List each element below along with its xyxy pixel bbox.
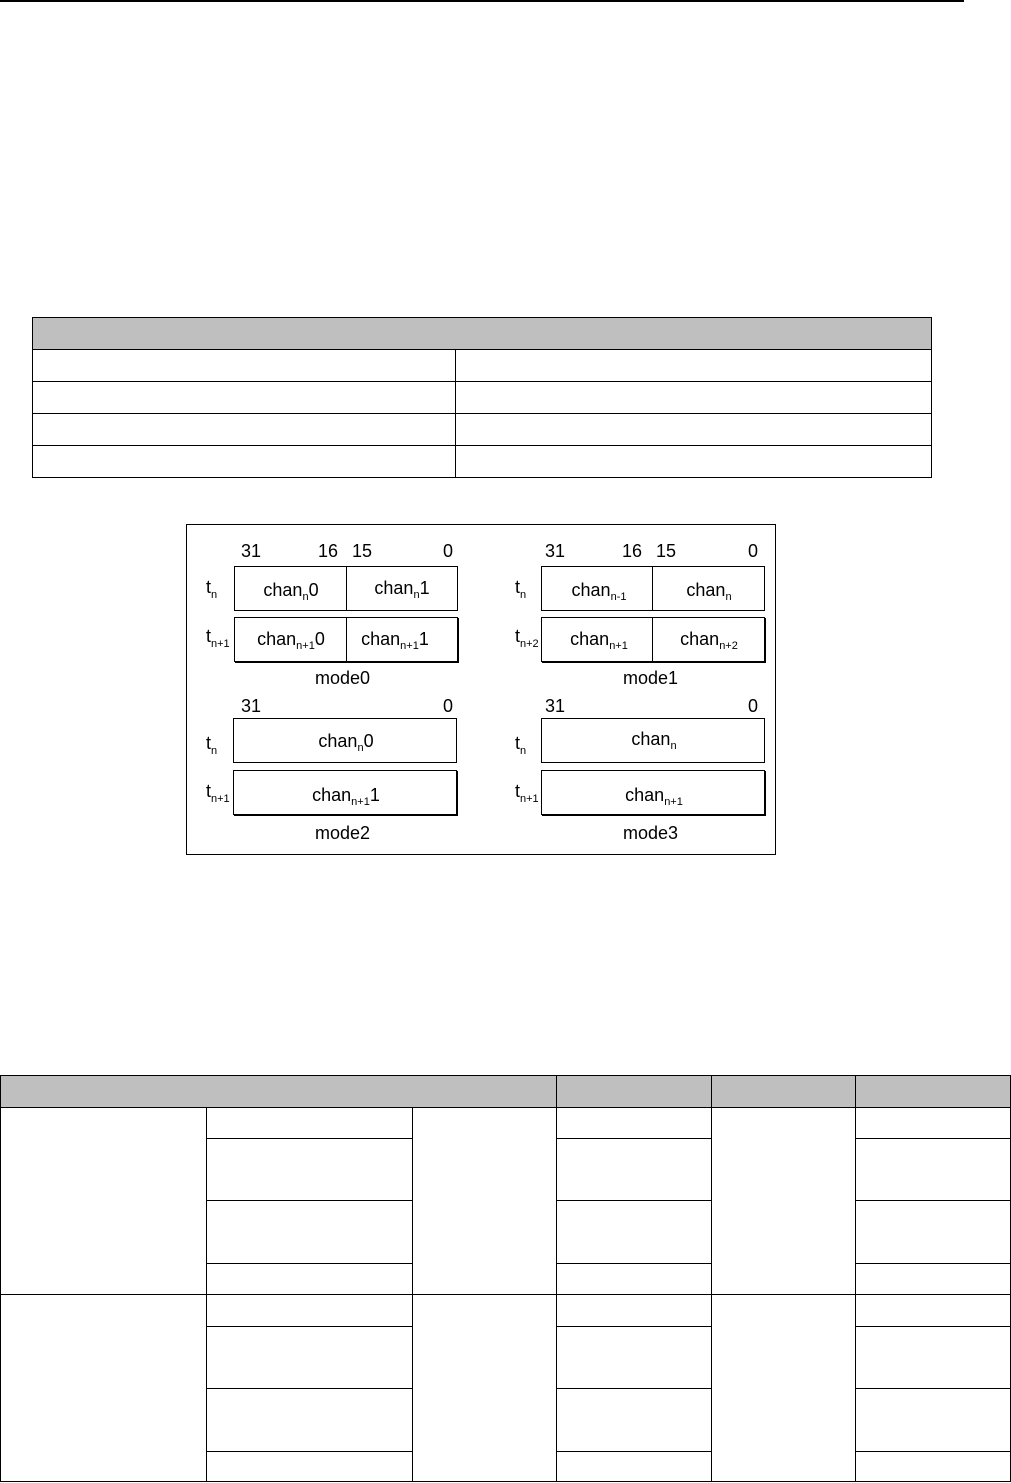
bit-label: 0: [443, 696, 454, 716]
bit-label: 31: [545, 541, 566, 561]
word-box: [541, 566, 765, 611]
mode-caption: mode2: [315, 823, 371, 843]
time-label: $t_n$: [515, 577, 527, 601]
table-row: [32, 350, 932, 382]
channel-mode-diagram: [186, 524, 776, 855]
mode-caption: mode1: [623, 668, 679, 688]
bit-label: 31: [241, 696, 262, 716]
time-label: $t_{n+2}$: [515, 626, 539, 650]
time-label: $t_n$: [206, 733, 218, 757]
mode-caption: mode0: [315, 668, 371, 688]
bit-label: 15: [352, 541, 373, 561]
table-row: [32, 446, 932, 478]
spec-table: [0, 1075, 1011, 1483]
time-label: $t_n$: [515, 733, 527, 757]
word-box: [233, 718, 457, 763]
bit-label: 15: [656, 541, 677, 561]
channel-cell: chan$_{n+1}$: [570, 629, 628, 652]
time-label: $t_n$: [206, 577, 218, 601]
time-label: $t_{n+1}$: [206, 626, 230, 650]
bit-label: 0: [443, 541, 454, 561]
channel-cell: chan$_{n+2}$: [680, 629, 738, 652]
mode-caption: mode3: [623, 823, 679, 843]
channel-cell: chan$_{n+1}$: [625, 785, 683, 808]
channel-cell: chan$_n$: [686, 580, 732, 603]
table-row: [32, 382, 932, 414]
channel-cell: chan$_n$: [631, 729, 677, 752]
time-label: $t_{n+1}$: [515, 781, 539, 805]
channel-cell: chan$_n$0: [318, 731, 374, 754]
channel-cell: chan$_{n+1}$0: [257, 629, 325, 652]
bit-label: 31: [545, 696, 566, 716]
bit-label: 0: [748, 541, 759, 561]
channel-cell: chan$_n$0: [263, 580, 319, 603]
channel-cell: chan$_n$1: [374, 578, 430, 601]
bit-label: 16: [318, 541, 339, 561]
register-table: [32, 317, 933, 477]
word-box: [541, 617, 765, 662]
time-label: $t_{n+1}$: [206, 781, 230, 805]
word-box: [541, 770, 765, 815]
word-box: [541, 718, 765, 763]
channel-cell: chan$_{n+1}$1: [312, 785, 380, 808]
bit-label: 16: [622, 541, 643, 561]
channel-cell: chan$_{n+1}$1: [361, 629, 429, 652]
word-box: [234, 566, 458, 611]
table-row: [32, 414, 932, 446]
bit-label: 0: [748, 696, 759, 716]
table-header-row: [0, 1075, 1011, 1107]
channel-cell: chan$_{n-1}$: [571, 580, 627, 603]
page-top-rule: [0, 0, 964, 2]
table-header-row: [32, 317, 932, 350]
word-box: [234, 617, 458, 662]
bit-label: 31: [241, 541, 262, 561]
word-box: [233, 770, 457, 815]
